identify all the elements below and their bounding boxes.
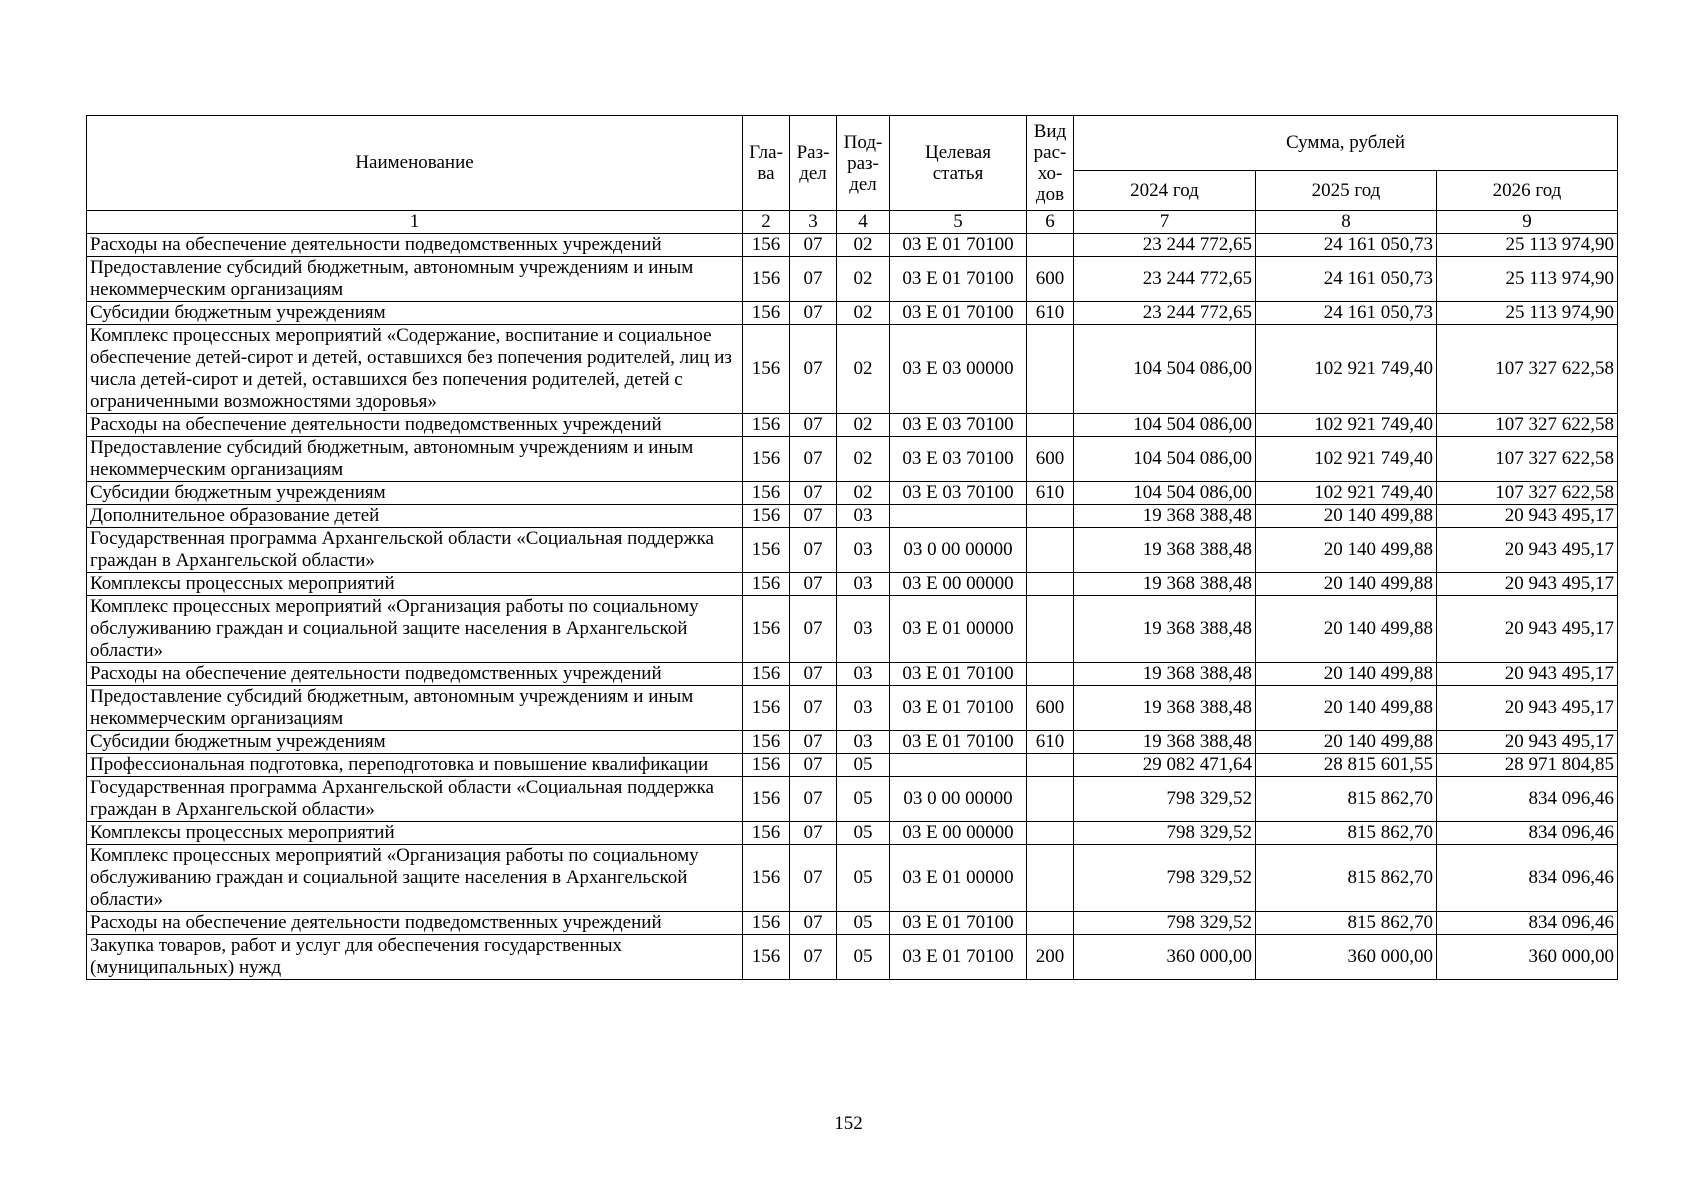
row-glava: 156 [743, 822, 790, 845]
row-name: Закупка товаров, работ и услуг для обеспечения государственных (муниципальных) нужд [87, 935, 743, 980]
row-name: Профессиональная подготовка, переподготовка и повышение квалификации [87, 754, 743, 777]
row-podrazdel: 05 [837, 754, 890, 777]
table-row [87, 505, 1618, 528]
row-glava: 156 [743, 414, 790, 437]
row-glava: 156 [743, 302, 790, 325]
row-razdel: 07 [790, 505, 837, 528]
row-name: Расходы на обеспечение деятельности подведомственных учреждений [87, 234, 743, 257]
row-amount-2025: 20 140 499,88 [1256, 596, 1437, 663]
row-amount-2026: 107 327 622,58 [1437, 482, 1618, 505]
row-amount-2025: 20 140 499,88 [1256, 731, 1437, 754]
table-row [87, 731, 1618, 754]
row-podrazdel: 05 [837, 777, 890, 822]
table-header [87, 116, 1618, 234]
row-razdel: 07 [790, 573, 837, 596]
row-vid-rashodov [1027, 414, 1074, 437]
row-amount-2024: 19 368 388,48 [1074, 573, 1256, 596]
row-amount-2026: 107 327 622,58 [1437, 437, 1618, 482]
row-name: Комплексы процессных мероприятий [87, 822, 743, 845]
row-amount-2026: 20 943 495,17 [1437, 505, 1618, 528]
row-tselevaya-statya: 03 Е 03 70100 [890, 482, 1027, 505]
row-amount-2026: 25 113 974,90 [1437, 257, 1618, 302]
row-vid-rashodov: 610 [1027, 731, 1074, 754]
row-glava: 156 [743, 596, 790, 663]
table-row [87, 596, 1618, 663]
row-vid-rashodov [1027, 845, 1074, 912]
row-podrazdel: 05 [837, 845, 890, 912]
row-podrazdel: 05 [837, 912, 890, 935]
row-tselevaya-statya: 03 Е 00 00000 [890, 573, 1027, 596]
table-row [87, 257, 1618, 302]
row-amount-2024: 104 504 086,00 [1074, 414, 1256, 437]
row-glava: 156 [743, 777, 790, 822]
table-row [87, 414, 1618, 437]
row-razdel: 07 [790, 935, 837, 980]
row-amount-2024: 798 329,52 [1074, 777, 1256, 822]
row-tselevaya-statya: 03 Е 01 70100 [890, 686, 1027, 731]
row-vid-rashodov [1027, 822, 1074, 845]
row-podrazdel: 03 [837, 663, 890, 686]
row-amount-2026: 20 943 495,17 [1437, 528, 1618, 573]
row-amount-2025: 102 921 749,40 [1256, 437, 1437, 482]
column-number: 3 [790, 211, 837, 234]
row-amount-2025: 20 140 499,88 [1256, 663, 1437, 686]
row-amount-2025: 360 000,00 [1256, 935, 1437, 980]
row-vid-rashodov [1027, 573, 1074, 596]
row-name: Государственная программа Архангельской области «Социальная поддержка граждан в Архангельской области» [87, 777, 743, 822]
header-glava: Гла- ва [743, 116, 790, 211]
row-amount-2026: 107 327 622,58 [1437, 325, 1618, 414]
row-podrazdel: 02 [837, 482, 890, 505]
row-amount-2024: 23 244 772,65 [1074, 257, 1256, 302]
table-row [87, 437, 1618, 482]
row-vid-rashodov [1027, 505, 1074, 528]
row-tselevaya-statya: 03 Е 01 00000 [890, 596, 1027, 663]
row-razdel: 07 [790, 234, 837, 257]
row-amount-2026: 25 113 974,90 [1437, 302, 1618, 325]
header-summa: Сумма, рублей [1074, 116, 1618, 171]
header-vid-rashodov: Вид рас- хо- дов [1027, 116, 1074, 211]
row-vid-rashodov [1027, 596, 1074, 663]
row-name: Государственная программа Архангельской области «Социальная поддержка граждан в Архангельской области» [87, 528, 743, 573]
header-year-2024: 2024 год [1074, 171, 1256, 211]
row-amount-2026: 20 943 495,17 [1437, 686, 1618, 731]
row-glava: 156 [743, 573, 790, 596]
row-vid-rashodov [1027, 777, 1074, 822]
row-amount-2025: 102 921 749,40 [1256, 482, 1437, 505]
column-number: 6 [1027, 211, 1074, 234]
row-vid-rashodov [1027, 663, 1074, 686]
row-glava: 156 [743, 686, 790, 731]
row-glava: 156 [743, 257, 790, 302]
table-row [87, 482, 1618, 505]
row-glava: 156 [743, 935, 790, 980]
row-razdel: 07 [790, 437, 837, 482]
row-podrazdel: 03 [837, 596, 890, 663]
table-row [87, 528, 1618, 573]
row-vid-rashodov [1027, 528, 1074, 573]
header-podrazdel: Под- раз- дел [837, 116, 890, 211]
row-podrazdel: 03 [837, 528, 890, 573]
column-number: 7 [1074, 211, 1256, 234]
row-tselevaya-statya: 03 0 00 00000 [890, 777, 1027, 822]
row-name: Расходы на обеспечение деятельности подведомственных учреждений [87, 912, 743, 935]
row-podrazdel: 02 [837, 234, 890, 257]
row-name: Субсидии бюджетным учреждениям [87, 302, 743, 325]
row-vid-rashodov [1027, 754, 1074, 777]
row-razdel: 07 [790, 754, 837, 777]
table-row [87, 912, 1618, 935]
row-razdel: 07 [790, 731, 837, 754]
row-amount-2024: 29 082 471,64 [1074, 754, 1256, 777]
row-amount-2026: 20 943 495,17 [1437, 573, 1618, 596]
table-row [87, 573, 1618, 596]
row-tselevaya-statya: 03 Е 01 70100 [890, 912, 1027, 935]
row-amount-2024: 798 329,52 [1074, 845, 1256, 912]
row-amount-2024: 19 368 388,48 [1074, 596, 1256, 663]
row-vid-rashodov [1027, 234, 1074, 257]
row-razdel: 07 [790, 528, 837, 573]
row-tselevaya-statya: 03 Е 01 00000 [890, 845, 1027, 912]
table-row [87, 845, 1618, 912]
row-amount-2024: 19 368 388,48 [1074, 663, 1256, 686]
row-amount-2025: 20 140 499,88 [1256, 573, 1437, 596]
table-row [87, 302, 1618, 325]
table-row [87, 325, 1618, 414]
row-amount-2025: 815 862,70 [1256, 822, 1437, 845]
row-razdel: 07 [790, 777, 837, 822]
row-amount-2025: 20 140 499,88 [1256, 686, 1437, 731]
row-amount-2026: 20 943 495,17 [1437, 663, 1618, 686]
row-amount-2026: 360 000,00 [1437, 935, 1618, 980]
row-podrazdel: 03 [837, 505, 890, 528]
row-vid-rashodov: 600 [1027, 686, 1074, 731]
row-glava: 156 [743, 505, 790, 528]
row-name: Расходы на обеспечение деятельности подведомственных учреждений [87, 663, 743, 686]
row-vid-rashodov: 610 [1027, 302, 1074, 325]
row-name: Дополнительное образование детей [87, 505, 743, 528]
row-amount-2024: 19 368 388,48 [1074, 686, 1256, 731]
row-amount-2025: 815 862,70 [1256, 912, 1437, 935]
row-tselevaya-statya: 03 Е 01 70100 [890, 257, 1027, 302]
row-tselevaya-statya: 03 Е 03 00000 [890, 325, 1027, 414]
row-name: Предоставление субсидий бюджетным, автономным учреждениям и иным некоммерческим организациям [87, 686, 743, 731]
row-amount-2025: 24 161 050,73 [1256, 234, 1437, 257]
row-amount-2026: 834 096,46 [1437, 822, 1618, 845]
row-amount-2026: 20 943 495,17 [1437, 596, 1618, 663]
row-tselevaya-statya: 03 Е 00 00000 [890, 822, 1027, 845]
table-body [87, 234, 1618, 980]
row-amount-2025: 28 815 601,55 [1256, 754, 1437, 777]
header-razdel: Раз- дел [790, 116, 837, 211]
column-number-row [87, 211, 1618, 234]
row-podrazdel: 03 [837, 731, 890, 754]
row-glava: 156 [743, 528, 790, 573]
row-razdel: 07 [790, 663, 837, 686]
row-glava: 156 [743, 437, 790, 482]
row-tselevaya-statya [890, 754, 1027, 777]
row-tselevaya-statya: 03 Е 01 70100 [890, 935, 1027, 980]
row-amount-2026: 834 096,46 [1437, 777, 1618, 822]
row-amount-2025: 102 921 749,40 [1256, 325, 1437, 414]
row-amount-2025: 24 161 050,73 [1256, 302, 1437, 325]
column-number: 9 [1437, 211, 1618, 234]
row-amount-2024: 19 368 388,48 [1074, 528, 1256, 573]
row-amount-2024: 798 329,52 [1074, 912, 1256, 935]
row-amount-2024: 23 244 772,65 [1074, 234, 1256, 257]
row-tselevaya-statya: 03 Е 03 70100 [890, 414, 1027, 437]
row-tselevaya-statya: 03 Е 01 70100 [890, 663, 1027, 686]
row-razdel: 07 [790, 822, 837, 845]
row-amount-2026: 25 113 974,90 [1437, 234, 1618, 257]
row-tselevaya-statya: 03 Е 01 70100 [890, 302, 1027, 325]
row-amount-2024: 19 368 388,48 [1074, 505, 1256, 528]
row-vid-rashodov: 600 [1027, 437, 1074, 482]
row-vid-rashodov: 200 [1027, 935, 1074, 980]
row-name: Расходы на обеспечение деятельности подведомственных учреждений [87, 414, 743, 437]
row-tselevaya-statya: 03 Е 03 70100 [890, 437, 1027, 482]
row-amount-2024: 104 504 086,00 [1074, 482, 1256, 505]
row-razdel: 07 [790, 596, 837, 663]
row-name: Предоставление субсидий бюджетным, автономным учреждениям и иным некоммерческим организациям [87, 437, 743, 482]
row-amount-2024: 798 329,52 [1074, 822, 1256, 845]
row-glava: 156 [743, 731, 790, 754]
row-glava: 156 [743, 325, 790, 414]
table-row [87, 777, 1618, 822]
row-razdel: 07 [790, 257, 837, 302]
row-razdel: 07 [790, 414, 837, 437]
row-razdel: 07 [790, 482, 837, 505]
header-year-2026: 2026 год [1437, 171, 1618, 211]
row-amount-2024: 19 368 388,48 [1074, 731, 1256, 754]
row-glava: 156 [743, 234, 790, 257]
row-podrazdel: 02 [837, 414, 890, 437]
row-razdel: 07 [790, 912, 837, 935]
row-glava: 156 [743, 912, 790, 935]
budget-table [86, 115, 1618, 980]
table-row [87, 935, 1618, 980]
row-vid-rashodov: 610 [1027, 482, 1074, 505]
column-number: 1 [87, 211, 743, 234]
column-number: 2 [743, 211, 790, 234]
row-glava: 156 [743, 482, 790, 505]
row-amount-2025: 815 862,70 [1256, 845, 1437, 912]
row-tselevaya-statya [890, 505, 1027, 528]
row-amount-2024: 104 504 086,00 [1074, 437, 1256, 482]
row-tselevaya-statya: 03 Е 01 70100 [890, 234, 1027, 257]
row-podrazdel: 02 [837, 257, 890, 302]
row-podrazdel: 02 [837, 302, 890, 325]
row-amount-2026: 20 943 495,17 [1437, 731, 1618, 754]
row-amount-2026: 834 096,46 [1437, 845, 1618, 912]
row-amount-2026: 107 327 622,58 [1437, 414, 1618, 437]
row-amount-2024: 104 504 086,00 [1074, 325, 1256, 414]
row-glava: 156 [743, 845, 790, 912]
row-name: Комплекс процессных мероприятий «Организация работы по социальному обслуживанию граждан и социальной защите населения в Архангельской области» [87, 845, 743, 912]
row-podrazdel: 03 [837, 686, 890, 731]
row-vid-rashodov: 600 [1027, 257, 1074, 302]
row-name: Комплексы процессных мероприятий [87, 573, 743, 596]
row-vid-rashodov [1027, 325, 1074, 414]
row-name: Комплекс процессных мероприятий «Организация работы по социальному обслуживанию граждан и социальной защите населения в Архангельской области» [87, 596, 743, 663]
row-amount-2024: 23 244 772,65 [1074, 302, 1256, 325]
row-name: Субсидии бюджетным учреждениям [87, 482, 743, 505]
row-razdel: 07 [790, 686, 837, 731]
header-tselevaya-statya: Целевая статья [890, 116, 1027, 211]
row-razdel: 07 [790, 302, 837, 325]
header-name: Наименование [87, 116, 743, 211]
row-podrazdel: 05 [837, 935, 890, 980]
row-razdel: 07 [790, 845, 837, 912]
row-name: Комплекс процессных мероприятий «Содержание, воспитание и социальное обеспечение детей-сирот и детей, оставшихся без попечения родителей, лиц из числа детей-сирот и детей, оставшихся без попечения родителей, детей с ограниченными возможностями здоровья» [87, 325, 743, 414]
row-amount-2025: 102 921 749,40 [1256, 414, 1437, 437]
page-number: 152 [834, 1113, 863, 1134]
row-amount-2024: 360 000,00 [1074, 935, 1256, 980]
row-amount-2025: 815 862,70 [1256, 777, 1437, 822]
row-amount-2025: 24 161 050,73 [1256, 257, 1437, 302]
table-row [87, 663, 1618, 686]
row-amount-2026: 834 096,46 [1437, 912, 1618, 935]
column-number: 4 [837, 211, 890, 234]
row-podrazdel: 03 [837, 573, 890, 596]
row-amount-2026: 28 971 804,85 [1437, 754, 1618, 777]
column-number: 8 [1256, 211, 1437, 234]
header-year-2025: 2025 год [1256, 171, 1437, 211]
row-name: Субсидии бюджетным учреждениям [87, 731, 743, 754]
row-podrazdel: 05 [837, 822, 890, 845]
table-row [87, 234, 1618, 257]
row-podrazdel: 02 [837, 437, 890, 482]
row-vid-rashodov [1027, 912, 1074, 935]
row-tselevaya-statya: 03 Е 01 70100 [890, 731, 1027, 754]
table-row [87, 686, 1618, 731]
row-glava: 156 [743, 663, 790, 686]
table-row [87, 822, 1618, 845]
row-name: Предоставление субсидий бюджетным, автономным учреждениям и иным некоммерческим организациям [87, 257, 743, 302]
row-tselevaya-statya: 03 0 00 00000 [890, 528, 1027, 573]
table-row [87, 754, 1618, 777]
row-amount-2025: 20 140 499,88 [1256, 528, 1437, 573]
row-podrazdel: 02 [837, 325, 890, 414]
row-glava: 156 [743, 754, 790, 777]
row-razdel: 07 [790, 325, 837, 414]
column-number: 5 [890, 211, 1027, 234]
row-amount-2025: 20 140 499,88 [1256, 505, 1437, 528]
